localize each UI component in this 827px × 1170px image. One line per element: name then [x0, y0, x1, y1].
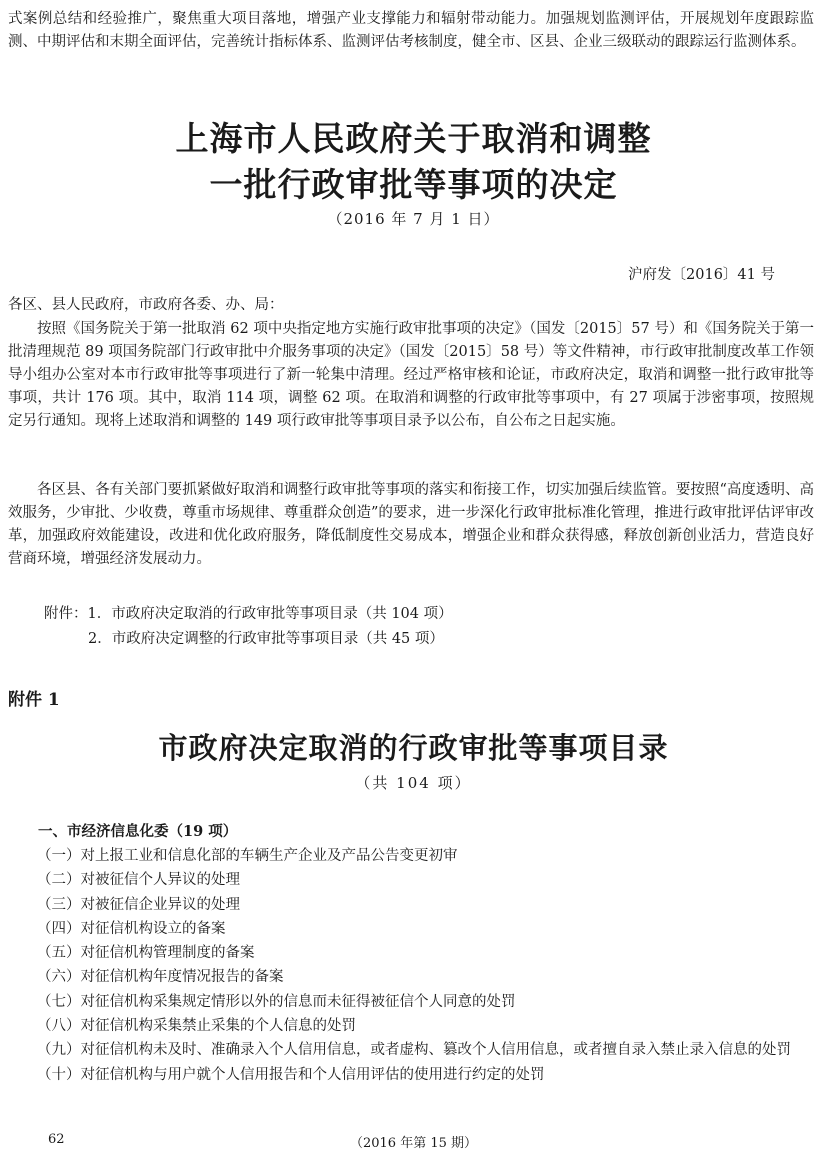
attachment-list-item-2: 2．市政府决定调整的行政审批等事项目录（共 45 项） [88, 631, 444, 647]
issue-label: （2016 年第 15 期） [349, 1136, 478, 1151]
list-item: （一）对上报工业和信息化部的车辆生产企业及产品公告变更初审 [37, 848, 458, 864]
list-item: （十）对征信机构与用户就个人信用报告和个人信用评估的使用进行约定的处罚 [37, 1066, 545, 1083]
catalog-title: 市政府决定取消的行政审批等事项目录 [158, 731, 669, 765]
list-item: （六）对征信机构年度情况报告的备案 [37, 969, 284, 986]
list-item: （五）对征信机构管理制度的备案 [37, 945, 255, 962]
list-item: （二）对被征信个人异议的处理 [37, 872, 240, 889]
document-number: 沪府发〔2016〕41 号 [628, 267, 775, 283]
document-title-line-2: 一批行政审批等事项的决定 [209, 165, 618, 204]
section-title: 一、市经济信息化委（19 项） [38, 823, 238, 840]
list-item: （三）对被征信企业异议的处理 [37, 896, 240, 913]
list-item: （八）对征信机构采集禁止采集的个人信息的处罚 [37, 1018, 356, 1035]
list-item: （九）对征信机构未及时、准确录入个人信用信息，或者虚构、篡改个人信用信息，或者擅自录入禁止录入信息的处罚 [37, 1042, 791, 1059]
list-item: （七）对征信机构采集规定情形以外的信息而未征得被征信个人同意的处罚 [37, 993, 516, 1010]
salutation: 各区、县人民政府，市政府各委、办、局： [8, 297, 284, 313]
catalog-item-list [8, 844, 814, 1087]
body-paragraph-1: 按照《国务院关于第一批取消 62 项中央指定地方实施行政审批事项的决定》（国发〔2015〕57 号）和《国务院关于第一批清理规范 89 项国务院部门行政审批中介服务事项的决定》（国发〔2015〕58 号）等文件精神，市行政审批制度改革工作领导小组办公室对本市行政审批等事项进行了新一轮集中清理。经过严格审核和论证，市政府决定，取消和调整一批行政审批等事项，共计 176 项。其中，取消 114 项，调整 62 项。在取消和调整的行政审批等事项中，有 27 项属于涉密事项，按照规定另行通知。现将上述取消和调整的 149 项行政审批等事项目录予以公布，自公布之日起实施。 [8, 321, 814, 429]
list-item: （四）对征信机构设立的备案 [37, 920, 226, 937]
attachment-heading: 附件 1 [8, 690, 60, 710]
intro-paragraph: 式案例总结和经验推广，聚焦重大项目落地，增强产业支撑能力和辐射带动能力。加强规划监测评估，开展规划年度跟踪监测、中期评估和末期全面评估，完善统计指标体系、监测评估考核制度，健全市、区县、企业三级联动的跟踪运行监测体系。 [8, 11, 814, 50]
document-title-line-1: 上海市人民政府关于取消和调整 [175, 119, 652, 158]
body-paragraph-2: 各区县、各有关部门要抓紧做好取消和调整行政审批等事项的落实和衔接工作，切实加强后续监管。要按照“高度透明、高效服务，少审批、少收费，尊重市场规律、尊重群众创造”的要求，进一步深化行政审批标准化管理，推进行政审批评估评审改革，加强政府效能建设，改进和优化政府服务，降低制度性交易成本，增强企业和群众获得感，释放创新创业活力，营造良好营商环境，增强经济发展动力。 [8, 482, 814, 567]
page-number: 62 [48, 1132, 65, 1147]
document-date: （2016 年 7 月 1 日） [327, 210, 500, 228]
attachment-list-item-1: 附件：1．市政府决定取消的行政审批等事项目录（共 104 项） [44, 606, 453, 622]
catalog-count: （共 104 项） [355, 774, 472, 792]
